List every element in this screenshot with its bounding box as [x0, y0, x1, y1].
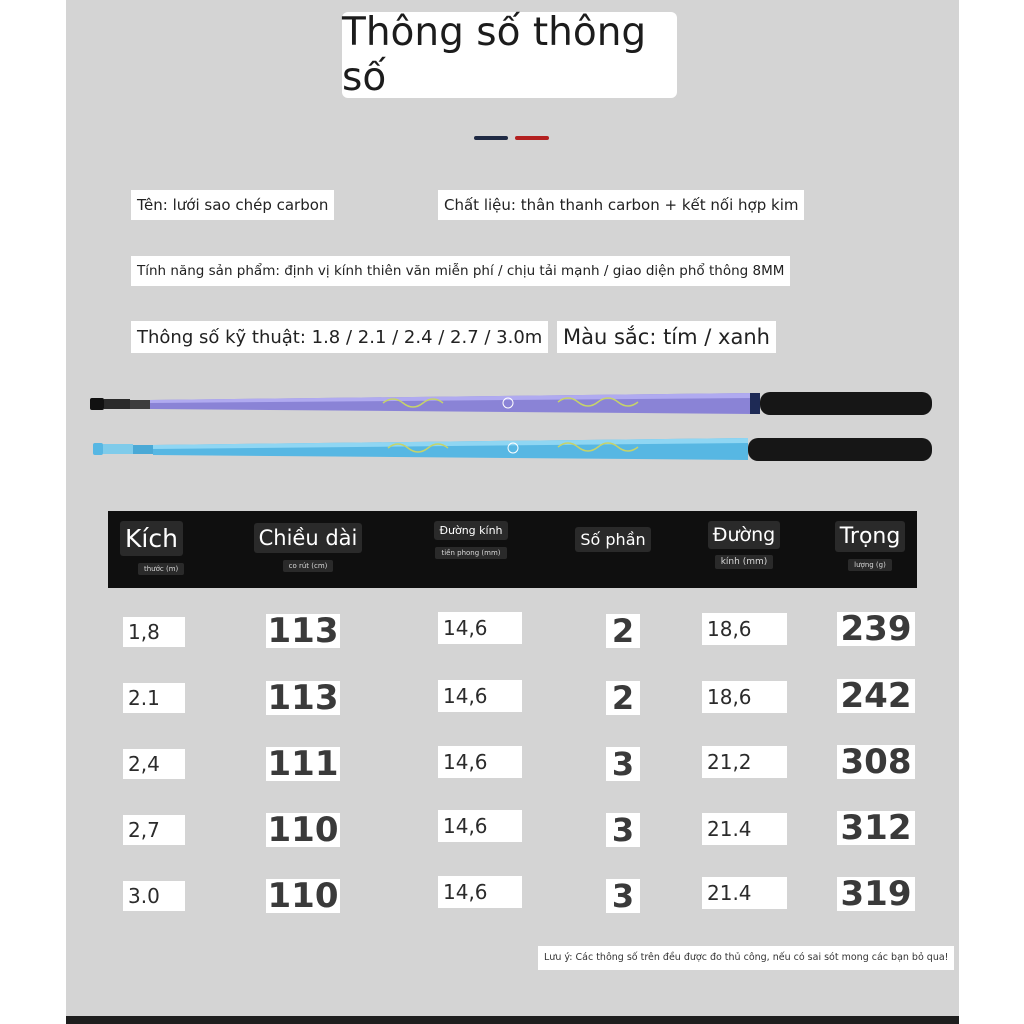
cell-length: 110: [267, 810, 339, 850]
cell-size: 2,7: [123, 815, 185, 845]
cell-diameter: 21.4: [702, 813, 787, 845]
cell-size: 3.0: [123, 881, 185, 911]
measurement-note: Lưu ý: Các thông số trên đều được đo thủ công, nếu có sai sót mong các bạn bỏ qua!: [538, 946, 954, 970]
cell-length: 111: [267, 744, 339, 784]
cell-weight: 242: [837, 679, 915, 713]
cell-length: 113: [267, 678, 339, 718]
cell-tip-diameter: 14,6: [438, 876, 522, 908]
spec-table-header: [108, 511, 917, 588]
product-name: Tên: lưới sao chép carbon: [131, 190, 334, 220]
cell-tip-diameter: 14,6: [438, 810, 522, 842]
cell-weight: 319: [837, 877, 915, 911]
cell-sections: 2: [606, 681, 640, 715]
header-diameter: Đường kính (mm): [694, 521, 794, 569]
cell-tip-diameter: 14,6: [438, 680, 522, 712]
header-sections: Số phần: [570, 527, 656, 552]
cell-sections: 3: [606, 813, 640, 847]
cell-weight: 308: [837, 745, 915, 779]
cell-tip-diameter: 14,6: [438, 612, 522, 644]
cell-diameter: 21.4: [702, 877, 787, 909]
cell-weight: 312: [837, 811, 915, 845]
cell-sections: 3: [606, 879, 640, 913]
cell-sections: 2: [606, 614, 640, 648]
cell-sections: 3: [606, 747, 640, 781]
cell-tip-diameter: 14,6: [438, 746, 522, 778]
cell-diameter: 21,2: [702, 746, 787, 778]
blue-rod-image: [88, 435, 936, 465]
bottom-border: [66, 1016, 959, 1024]
decor-line-red: [515, 136, 549, 140]
cell-size: 2.1: [123, 683, 185, 713]
purple-rod-image: [88, 389, 936, 419]
cell-weight: 239: [837, 612, 915, 646]
product-features: Tính năng sản phẩm: định vị kính thiên văn miễn phí / chịu tải mạnh / giao diện phổ thông 8MM: [131, 256, 790, 286]
header-weight: Trọng lượng (g): [822, 521, 918, 571]
cell-diameter: 18,6: [702, 681, 787, 713]
cell-length: 110: [267, 876, 339, 916]
header-length: Chiều dài co rút (cm): [248, 523, 368, 572]
cell-size: 1,8: [123, 617, 185, 647]
cell-diameter: 18,6: [702, 613, 787, 645]
header-size: Kích thước (m): [120, 521, 195, 575]
cell-length: 113: [267, 611, 339, 651]
product-material: Chất liệu: thân thanh carbon + kết nối hợp kim: [438, 190, 804, 220]
page-title: Thông số thông số: [342, 12, 677, 98]
product-specs: Thông số kỹ thuật: 1.8 / 2.1 / 2.4 / 2.7 / 3.0m: [131, 321, 548, 353]
header-tip-diameter: Đường kính tiền phong (mm): [426, 519, 516, 559]
cell-size: 2,4: [123, 749, 185, 779]
product-colors: Màu sắc: tím / xanh: [557, 321, 776, 353]
decor-line-navy: [474, 136, 508, 140]
